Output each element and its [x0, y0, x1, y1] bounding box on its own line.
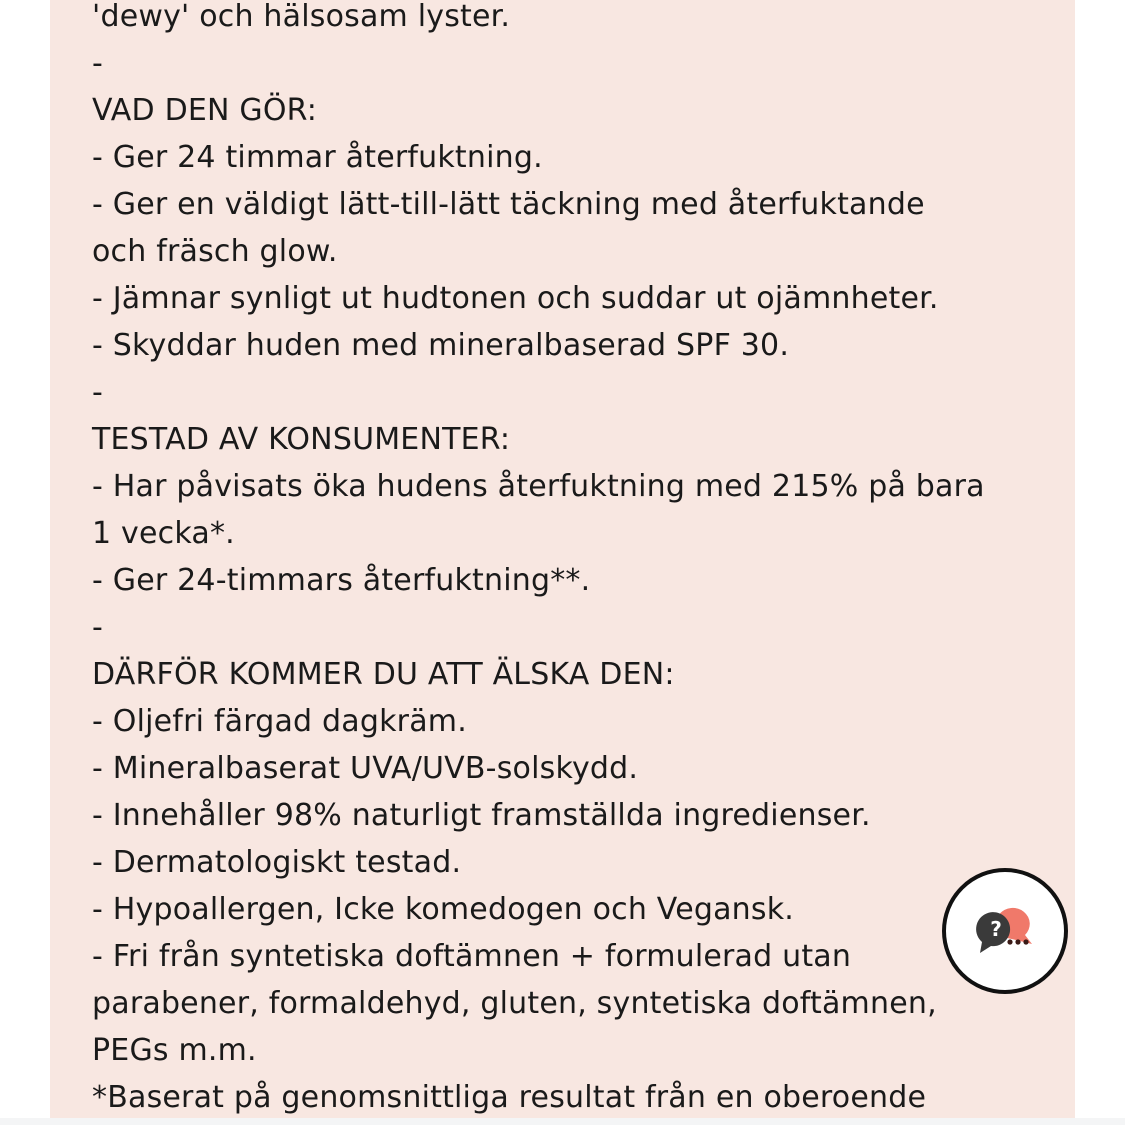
description-line: TESTAD AV KONSUMENTER: — [92, 422, 511, 457]
description-line: - Jämnar synligt ut hudtonen och suddar ut ojämnheter. — [92, 281, 939, 316]
question-mark: ? — [990, 917, 1002, 941]
description-line: - Ger 24 timmar återfuktning. — [92, 140, 543, 175]
chat-help-button[interactable] — [942, 868, 1068, 994]
description-line: 'dewy' och hälsosam lyster. — [92, 0, 511, 34]
typing-dot — [1023, 939, 1028, 944]
description-line: DÄRFÖR KOMMER DU ATT ÄLSKA DEN: — [92, 657, 675, 692]
description-line: - Hypoallergen, Icke komedogen och Vegansk. — [92, 892, 795, 927]
description-line: - Innehåller 98% naturligt framställda ingredienser. — [92, 798, 871, 833]
description-line: 1 vecka*. — [92, 516, 235, 551]
description-line: och fräsch glow. — [92, 234, 338, 269]
description-line: - Mineralbaserat UVA/UVB-solskydd. — [92, 751, 639, 786]
description-line: VAD DEN GÖR: — [92, 93, 318, 128]
page-bottom-edge — [0, 1118, 1125, 1125]
description-line: - Oljefri färgad dagkräm. — [92, 704, 467, 739]
description-line: - Fri från syntetiska doftämnen + formulerad utan — [92, 939, 852, 974]
description-line: *Baserat på genomsnittliga resultat från en oberoende — [92, 1080, 927, 1115]
description-line: - Har påvisats öka hudens återfuktning med 215% på bara — [92, 469, 985, 504]
description-line: - — [92, 46, 104, 81]
description-line: - Ger 24-timmars återfuktning**. — [92, 563, 591, 598]
description-line: parabener, formaldehyd, gluten, syntetiska doftämnen, — [92, 986, 937, 1021]
description-line: - — [92, 375, 104, 410]
description-line: - Dermatologiskt testad. — [92, 845, 462, 880]
description-line: - Ger en väldigt lätt-till-lätt täckning med återfuktande — [92, 187, 925, 222]
product-description-panel — [50, 0, 1075, 1118]
chat-help-icon — [946, 872, 1064, 990]
typing-dot — [1007, 939, 1012, 944]
product-description-text — [92, 0, 1052, 1118]
description-line: - — [92, 610, 104, 645]
typing-dot — [1015, 939, 1020, 944]
description-line: PEGs m.m. — [92, 1033, 257, 1068]
description-line: - Skyddar huden med mineralbaserad SPF 30. — [92, 328, 790, 363]
